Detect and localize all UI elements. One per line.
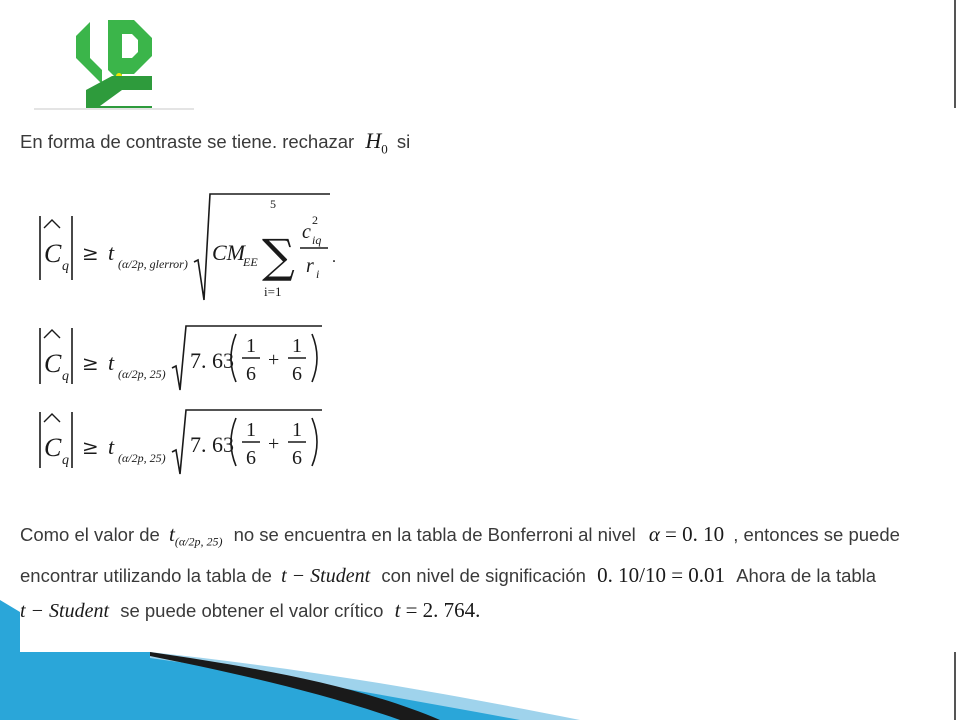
f3-n1: 1	[246, 419, 256, 441]
intro-si: si	[396, 131, 411, 152]
logo-underline	[34, 108, 194, 110]
f2-n2: 1	[292, 335, 302, 357]
formula-1	[30, 190, 370, 306]
f2-t-sub: (α/2p, 25)	[118, 367, 166, 381]
upc-logo-icon	[72, 18, 156, 110]
intro-text: En forma de contraste se tiene. rechazar	[20, 131, 355, 152]
f2-n1: 1	[246, 335, 256, 357]
formula-2	[30, 318, 350, 394]
paragraph-line-1: Como el valor de $t_{(\alpha/2p, 25)}$ no se encuentra en la tabla de Bonferroni al nivel α = 0. 10 , entonces se puede	[20, 522, 900, 549]
f3-geq: ≥	[82, 435, 99, 459]
f1-q-sub: q	[62, 259, 69, 274]
f1-sum-bottom: i=1	[264, 284, 282, 299]
h-symbol: $H_0$	[365, 128, 388, 157]
f2-q-sub: q	[62, 369, 69, 384]
intro-line	[20, 128, 410, 157]
f1-r: r	[306, 255, 314, 277]
f3-c-hat: C	[44, 433, 62, 462]
f1-cm-sub: EE	[243, 255, 258, 269]
f2-plus: +	[268, 349, 280, 371]
f2-coef: 7. 63	[190, 348, 234, 373]
right-border-line	[954, 0, 956, 108]
f1-c-hat: C	[44, 239, 62, 268]
f1-geq: ≥	[82, 241, 99, 265]
f3-coef: 7. 63	[190, 432, 234, 457]
paragraph-line-3: t − Student se puede obtener el valor crítico t = 2. 764.	[20, 598, 481, 622]
f2-geq: ≥	[82, 351, 99, 375]
f2-d1: 6	[246, 363, 256, 385]
paragraph-line-2: encontrar utilizando la tabla de t − Student con nivel de significación 0. 10/10 = 0.01 Ahora de la tabla	[20, 563, 877, 587]
f1-cm: CM	[212, 240, 245, 265]
f1-sum-top: 5	[270, 197, 276, 211]
f3-t: t	[108, 434, 115, 459]
f1-t: t	[108, 240, 115, 265]
f1-c-sup: 2	[312, 213, 318, 227]
formula-3	[30, 402, 350, 478]
f3-q-sub: q	[62, 453, 69, 468]
right-border-line-bottom	[954, 652, 956, 720]
f1-c: c	[302, 221, 311, 243]
f3-d2: 6	[292, 447, 302, 469]
f2-d2: 6	[292, 363, 302, 385]
f2-c-hat: C	[44, 349, 62, 378]
f2-t: t	[108, 350, 115, 375]
f1-t-sub: (α/2p, glerror)	[118, 257, 188, 271]
f1-c-sub: iq	[312, 233, 322, 247]
f3-n2: 1	[292, 419, 302, 441]
f1-dot: .	[332, 249, 336, 266]
f1-r-sub: i	[316, 267, 320, 281]
f3-d1: 6	[246, 447, 256, 469]
f3-plus: +	[268, 433, 280, 455]
f1-sigma: ∑	[262, 229, 295, 283]
f3-t-sub: (α/2p, 25)	[118, 451, 166, 465]
